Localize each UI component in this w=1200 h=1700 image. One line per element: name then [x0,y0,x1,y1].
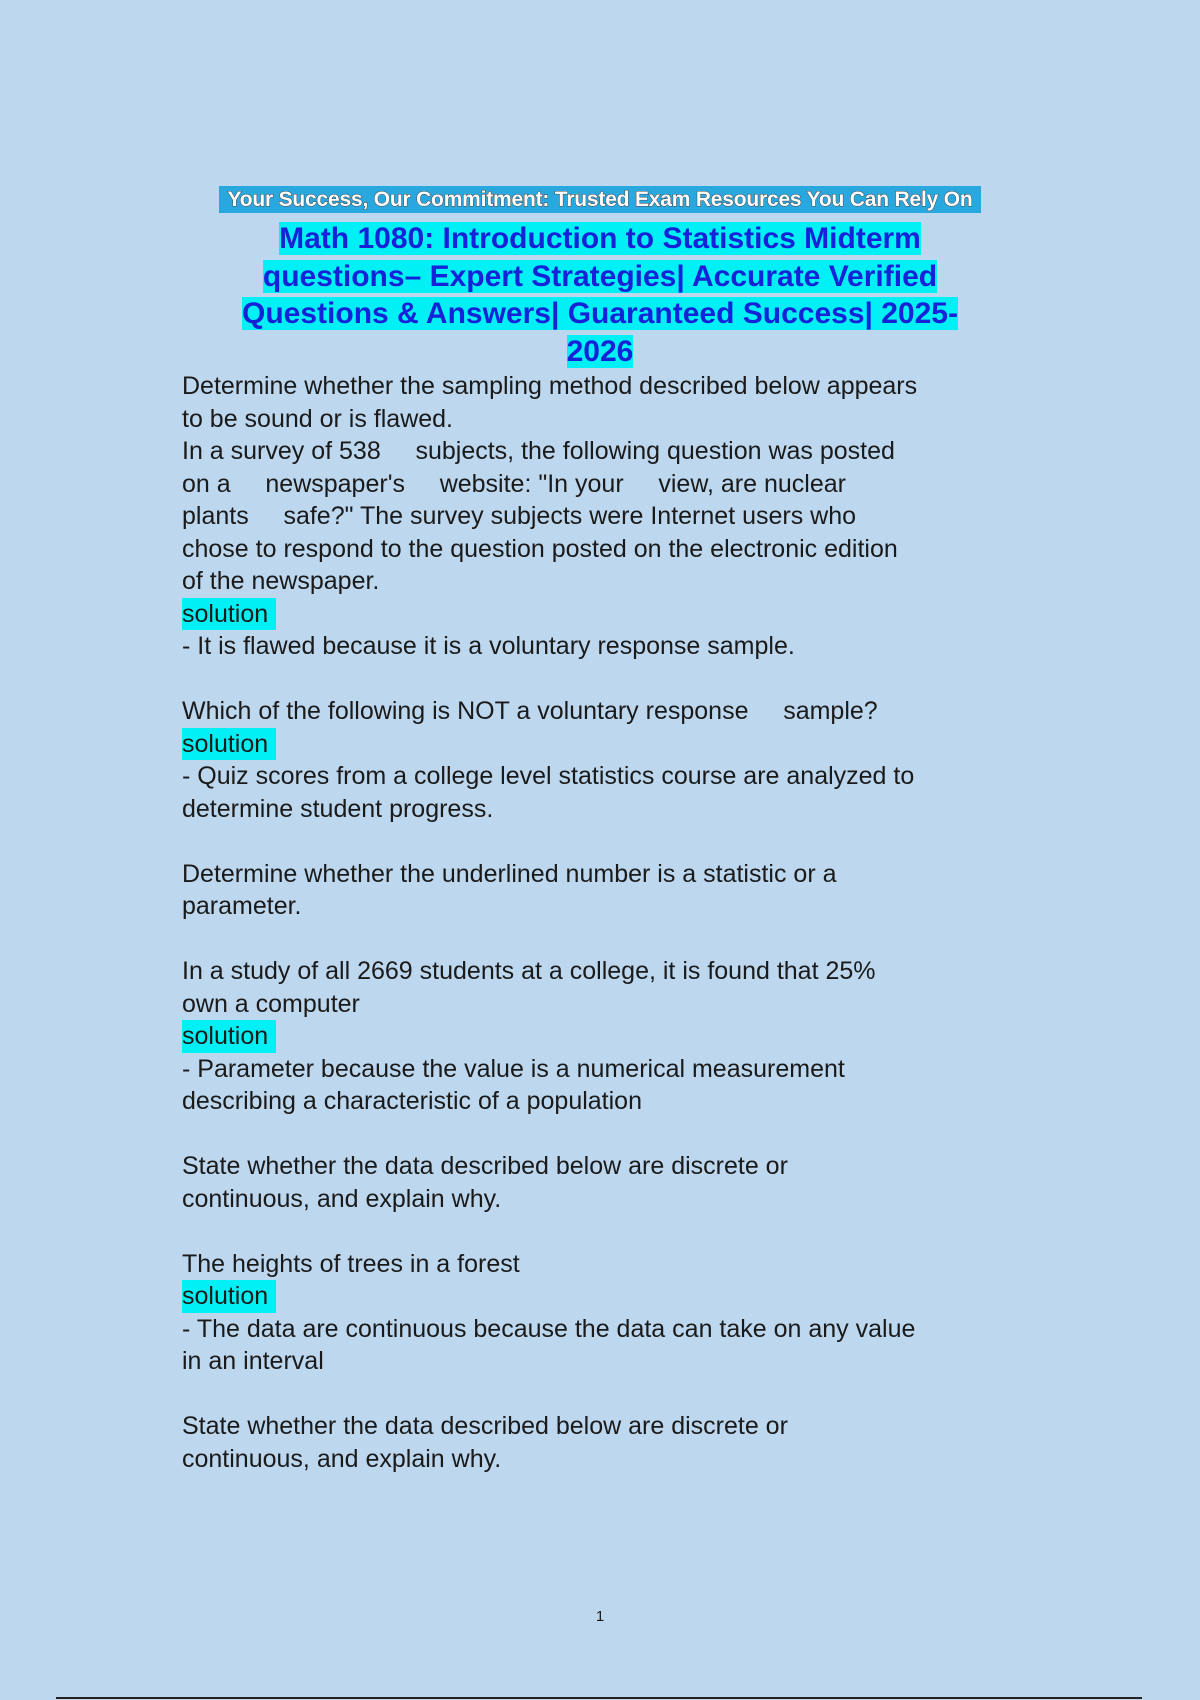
question-text: on a newspaper's website: "In your view, are nuclear [182,469,846,498]
solution-label: solution [182,598,276,631]
question-text: continuous, and explain why. [182,1444,502,1473]
footer-divider [56,1697,1142,1699]
question-text: Determine whether the underlined number is a statistic or a [182,859,837,888]
question-text: In a study of all 2669 students at a college, it is found that 25% [182,957,876,985]
answer-text: - Quiz scores from a college level statistics course are analyzed to [182,762,915,790]
question-text: plants safe?" The survey subjects were Internet users who [182,502,857,530]
question-text: chose to respond to the question posted on the electronic edition [182,534,898,563]
document-title [180,220,1020,370]
question-text: to be sound or is flawed. [182,404,453,433]
solution-label: solution [182,1280,276,1313]
answer-text: - It is flawed because it is a voluntary response sample. [182,632,795,660]
answer-text: - The data are continuous because the data can take on any value [182,1314,916,1343]
question-text: The heights of trees in a forest [182,1249,520,1278]
answer-text: describing a characteristic of a population [182,1087,642,1115]
header-banner: Your Success, Our Commitment: Trusted Exam Resources You Can Rely On [219,186,982,213]
question-text: State whether the data described below are discrete or [182,1412,788,1440]
question-text: In a survey of 538 subjects, the following question was posted [182,437,895,465]
answer-text: - Parameter because the value is a numerical measurement [182,1054,845,1083]
answer-text: determine student progress. [182,794,494,823]
title-line: 2026 [566,334,634,368]
banner-container [0,186,1200,213]
question-text: State whether the data described below are discrete or [182,1152,788,1180]
question-text: Which of the following is NOT a voluntary response sample? [182,697,878,725]
title-line: Questions & Answers| Guaranteed Success| 2025- [242,297,958,330]
question-text: of the newspaper. [182,567,380,595]
question-text: parameter. [182,892,302,920]
solution-label: solution [182,1020,276,1053]
question-text: Determine whether the sampling method described below appears [182,372,918,400]
page-number: 1 [595,1608,605,1625]
title-line: Math 1080: Introduction to Statistics Midterm [279,222,921,255]
answer-text: in an interval [182,1347,324,1375]
document-body [182,370,1032,1475]
solution-label: solution [182,728,276,761]
question-text: own a computer [182,989,360,1018]
title-line: questions– Expert Strategies| Accurate Verified [262,259,938,293]
question-text: continuous, and explain why. [182,1184,502,1213]
